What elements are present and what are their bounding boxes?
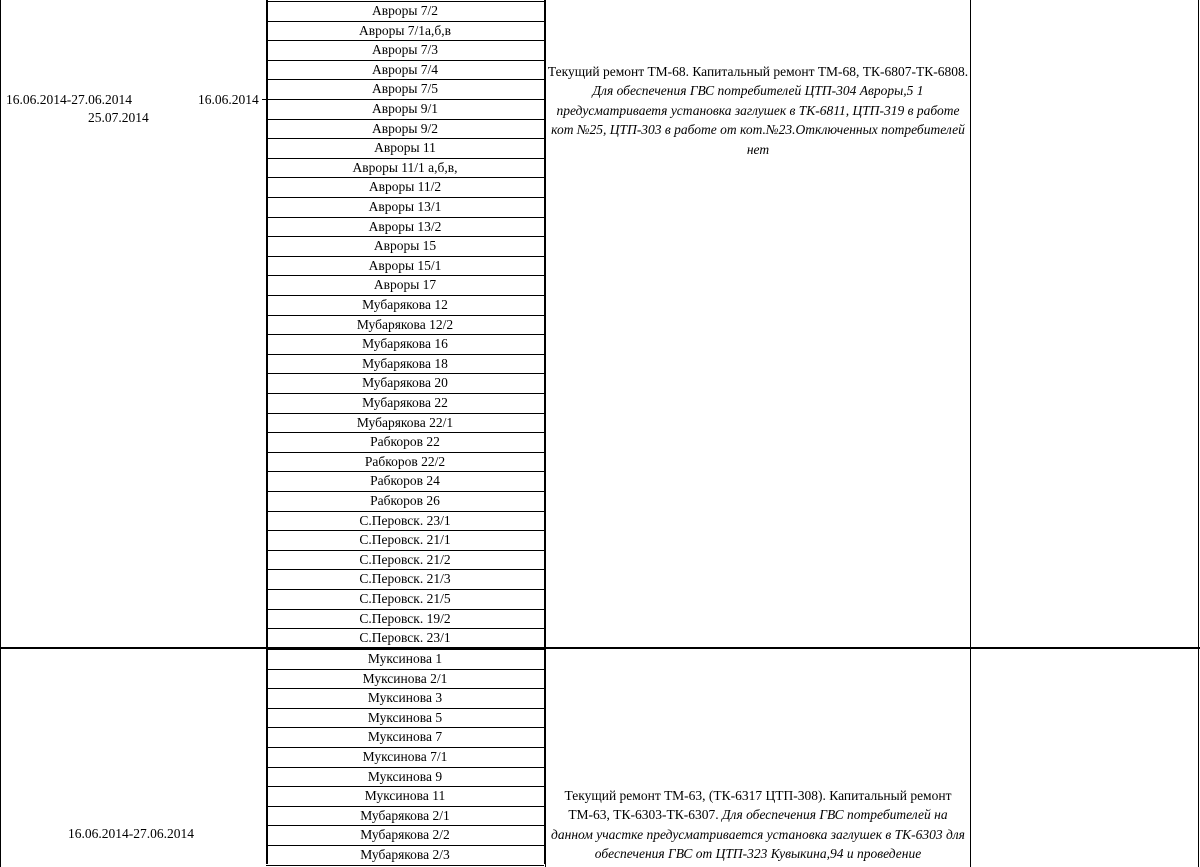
address-cell: Авроры 17 — [373, 277, 437, 293]
address-cell: Рабкоров 24 — [370, 473, 440, 489]
row1-address-list — [266, 1, 544, 647]
address-cell: Мубарякова 2/1 — [360, 807, 450, 823]
address-cell: С.Перовск. 23/1 — [359, 512, 451, 528]
row-divider — [0, 647, 1200, 649]
address-cell: Авроры 11/1 а,б,в, — [352, 159, 458, 175]
row1-description-text: Текущий ремонт ТМ-68. Капитальный ремонт ТМ-68, ТК-6807-ТК-6808. — [547, 64, 969, 79]
address-cell: Рабкоров 26 — [370, 493, 440, 508]
address-cell: Авроры 7/3 — [371, 42, 439, 58]
address-cell: С.Перовск. 23/1 — [359, 630, 451, 646]
address-cell: Авроры 13/2 — [368, 218, 442, 234]
address-cell: Авроры 7/1а,б,в — [358, 22, 452, 38]
row2-description — [546, 786, 970, 864]
address-cell: С.Перовск. 21/5 — [359, 591, 451, 606]
address-cell: С.Перовск. 21/3 — [359, 571, 451, 587]
address-cell: Рабкоров 22 — [370, 434, 440, 450]
address-cell: Авроры 11/2 — [368, 179, 442, 195]
column-divider — [970, 0, 971, 867]
address-cell: Мубарякова 16 — [362, 336, 448, 352]
address-cell: Авроры 15/1 — [368, 257, 442, 273]
row2-address-list — [266, 649, 544, 865]
address-cell: Мубарякова 2/3 — [360, 847, 450, 862]
table-border-left — [0, 0, 1, 867]
address-cell: Рабкоров 22/2 — [364, 453, 446, 469]
address-cell: Авроры 9/1 — [371, 101, 439, 116]
address-cell: Авроры 7/2 — [371, 3, 439, 18]
address-cell: Авроры 13/1 — [368, 199, 442, 214]
address-cell: Мубарякова 12 — [362, 297, 448, 312]
address-cell: Муксинова 9 — [367, 768, 443, 784]
address-cell: Мубарякова 20 — [362, 375, 448, 391]
table-border-right — [1198, 0, 1199, 867]
address-row-divider — [266, 649, 544, 650]
address-cell: С.Перовск. 21/1 — [359, 532, 451, 548]
row2-description-text: Текущий ремонт ТМ-63, (ТК-6317 ЦТП-308). Капитальный ремонт ТМ-63, ТК-6303-ТК-6307. — [564, 788, 952, 823]
address-cell: Авроры 11 — [374, 140, 436, 156]
address-cell: Муксинова 5 — [367, 709, 443, 725]
address-cell: Муксинова 2/1 — [362, 670, 448, 686]
address-cell: Мубарякова 2/2 — [360, 827, 450, 843]
address-cell: Авроры 7/5 — [371, 81, 439, 97]
address-cell: Мубарякова 22/1 — [356, 414, 454, 430]
address-cell: Мубарякова 18 — [362, 355, 448, 371]
address-cell: Муксинова 7 — [367, 729, 443, 745]
row1-date: 16.06.2014 — [198, 92, 259, 107]
address-row-divider — [266, 1, 544, 2]
row1-period-end: 25.07.2014 — [88, 110, 149, 125]
address-cell: Муксинова 7/1 — [362, 749, 448, 764]
address-cell: Мубарякова 12/2 — [356, 316, 454, 332]
address-cell: С.Перовск. 21/2 — [359, 551, 451, 567]
row2-description-note: Для обеспечения ГВС потребителей на данном участке предусматривается установка заглушек в ТК-6303 для обеспечения ГВС от ЦТП-323 Кувыкина,94 и проведение — [551, 807, 965, 862]
address-cell: Мубарякова 22 — [362, 395, 448, 410]
address-cell: Муксинова 1 — [367, 651, 443, 666]
address-row-divider — [266, 865, 544, 866]
address-cell: Авроры 15 — [373, 238, 437, 254]
address-cell: С.Перовск. 19/2 — [359, 610, 451, 626]
row2-period: 16.06.2014-27.06.2014 — [68, 826, 194, 841]
row1-period: 16.06.2014-27.06.2014 — [6, 92, 132, 107]
row1-description — [546, 62, 970, 159]
address-cell: Авроры 7/4 — [371, 61, 439, 77]
row1-description-note: Для обеспечения ГВС потребителей ЦТП-304 Авроры,5 1 предусматриваетя установка заглушек в ТК-6811, ЦТП-319 в работе кот №25, ЦТП-303 в работе от кот.№23.Отключенных потребителей нет — [551, 83, 965, 157]
address-cell: Авроры 9/2 — [371, 120, 439, 136]
address-cell: Муксинова 3 — [367, 690, 443, 706]
address-cell: Муксинова 11 — [364, 788, 446, 804]
